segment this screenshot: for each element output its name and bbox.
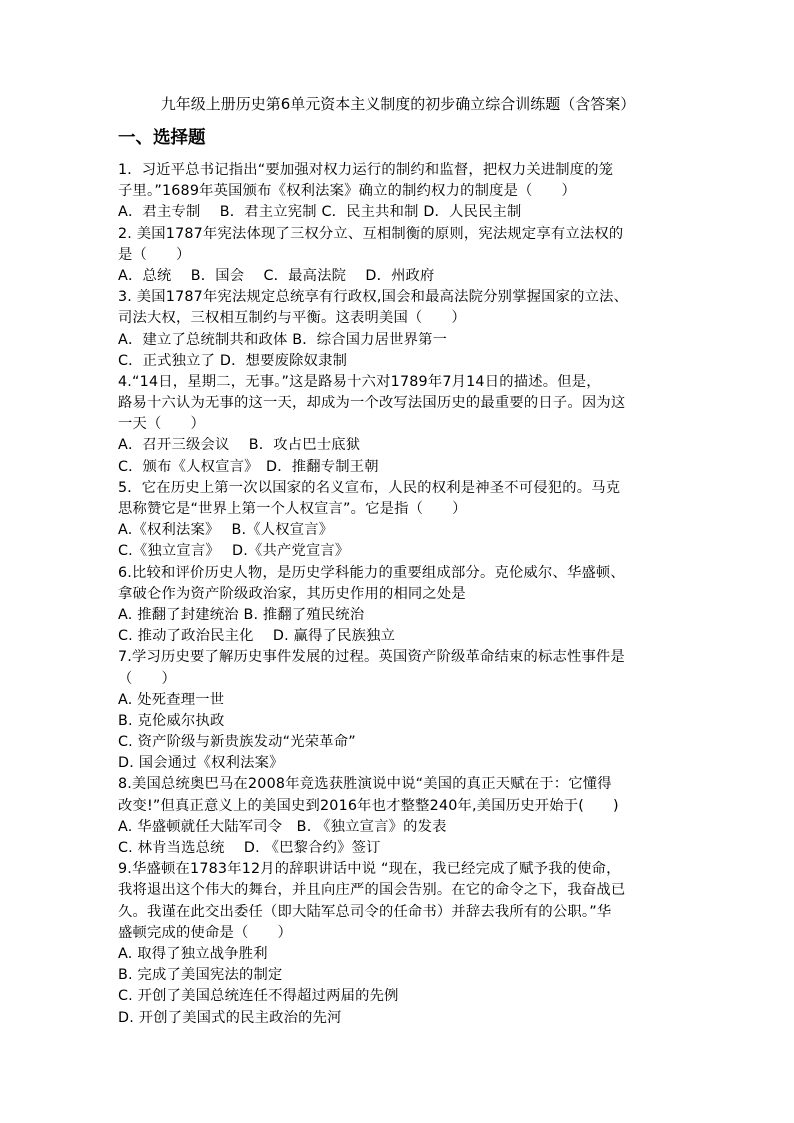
- text-line: 7.学习历史要了解历史事件发展的过程。英国资产阶级革命结束的标志性事件是: [118, 649, 625, 666]
- text-line: C．正式独立了 D．想要废除奴隶制: [118, 352, 348, 369]
- text-line: 久。我谨在此交出委任（即大陆军总司令的任命书）并辞去我所有的公职。”华: [118, 903, 612, 920]
- text-line: C．颁布《人权宣言》 D．推翻专制王朝: [118, 458, 379, 475]
- text-line: A．总统 B．国会 C．最高法院 D．州政府: [118, 267, 435, 284]
- text-line: A．君主专制 B．君主立宪制 C．民主共和制 D．人民民主制: [118, 204, 522, 221]
- text-line: 司法大权，三权相互制约与平衡。这表明美国（ ）: [118, 310, 466, 327]
- text-line: C.《独立宣言》 D.《共产党宣言》: [118, 543, 350, 560]
- text-line: A．召开三级会议 B．攻占巴士底狱: [118, 437, 361, 454]
- text-line: C. 推动了政治民主化 D. 赢得了民族独立: [118, 628, 396, 645]
- text-line: （ ）: [118, 670, 176, 687]
- text-line: 2. 美国1787年宪法体现了三权分立、互相制衡的原则，宪法规定享有立法权的: [118, 225, 624, 242]
- text-line: B. 克伦威尔执政: [118, 712, 225, 729]
- text-line: A. 华盛顿就任大陆军司令 B. 《独立宣言》的发表: [118, 818, 447, 835]
- text-line: 是（ ）: [118, 246, 191, 263]
- text-line: A. 处死查理一世: [118, 691, 225, 708]
- text-line: A.《权利法案》 B.《人权宣言》: [118, 522, 334, 539]
- text-line: 6.比较和评价历史人物，是历史学科能力的重要组成部分。克伦威尔、华盛顿、: [118, 564, 625, 581]
- text-line: A. 推翻了封建统治 B. 推翻了殖民统治: [118, 606, 365, 623]
- text-line: 4.“14日，星期二，无事。”这是路易十六对1789年7月14日的描述。但是，: [118, 373, 601, 390]
- text-line: 1．习近平总书记指出“要加强对权力运行的制约和监督，把权力关进制度的笼: [118, 162, 614, 178]
- text-line: 9.华盛顿在1783年12月的辞职讲话中说 “现在，我已经完成了赋予我的使命，: [118, 861, 621, 878]
- text-line: 3. 美国1787年宪法规定总统享有行政权,国会和最高法院分别掌握国家的立法、: [118, 289, 629, 306]
- section-heading: 一、选择题: [118, 128, 206, 148]
- text-line: A. 取得了独立战争胜利: [118, 945, 268, 962]
- text-line: 盛顿完成的使命是（ ）: [118, 924, 292, 941]
- text-line: 思称赞它是“世界上第一个人权宣言”。它是指（ ）: [118, 501, 467, 517]
- text-line: B. 完成了美国宪法的制定: [118, 967, 283, 984]
- text-line: 改变!”但真正意义上的美国史到2016年也才整整240年,美国历史开始于( ): [118, 797, 619, 814]
- text-line: 8.美国总统奥巴马在2008年竞选获胜演说中说“美国的真正天赋在于：它懂得: [118, 776, 612, 793]
- text-line: 5．它在历史上第一次以国家的名义宣布，人民的权利是神圣不可侵犯的。马克: [118, 479, 621, 496]
- text-line: D. 国会通过《权利法案》: [118, 755, 284, 772]
- text-line: 拿破仑作为资产阶级政治家，其历史作用的相同之处是: [118, 585, 466, 602]
- document-title: 九年级上册历史第6单元资本主义制度的初步确立综合训练题（含答案）: [160, 95, 636, 113]
- text-line: 我将退出这个伟大的舞台，并且向庄严的国会告别。在它的命令之下，我奋战已: [118, 882, 626, 899]
- text-line: 路易十六认为无事的这一天，却成为一个改写法国历史的最重要的日子。因为这: [118, 395, 626, 412]
- text-line: 一天（ ）: [118, 416, 205, 433]
- text-line: C. 林肯当选总统 D. 《巴黎合约》签订: [118, 840, 381, 856]
- text-line: C. 开创了美国总统连任不得超过两届的先例: [118, 988, 399, 1005]
- text-line: D. 开创了美国式的民主政治的先河: [118, 1009, 342, 1026]
- text-line: C. 资产阶级与新贵族发动“光荣革命”: [118, 734, 356, 751]
- question-list: [118, 160, 686, 1029]
- text-line: A．建立了总统制共和政体 B．综合国力居世界第一: [118, 331, 448, 348]
- text-line: 子里。”1689年英国颁布《权利法案》确立的制约权力的制度是（ ）: [118, 183, 577, 200]
